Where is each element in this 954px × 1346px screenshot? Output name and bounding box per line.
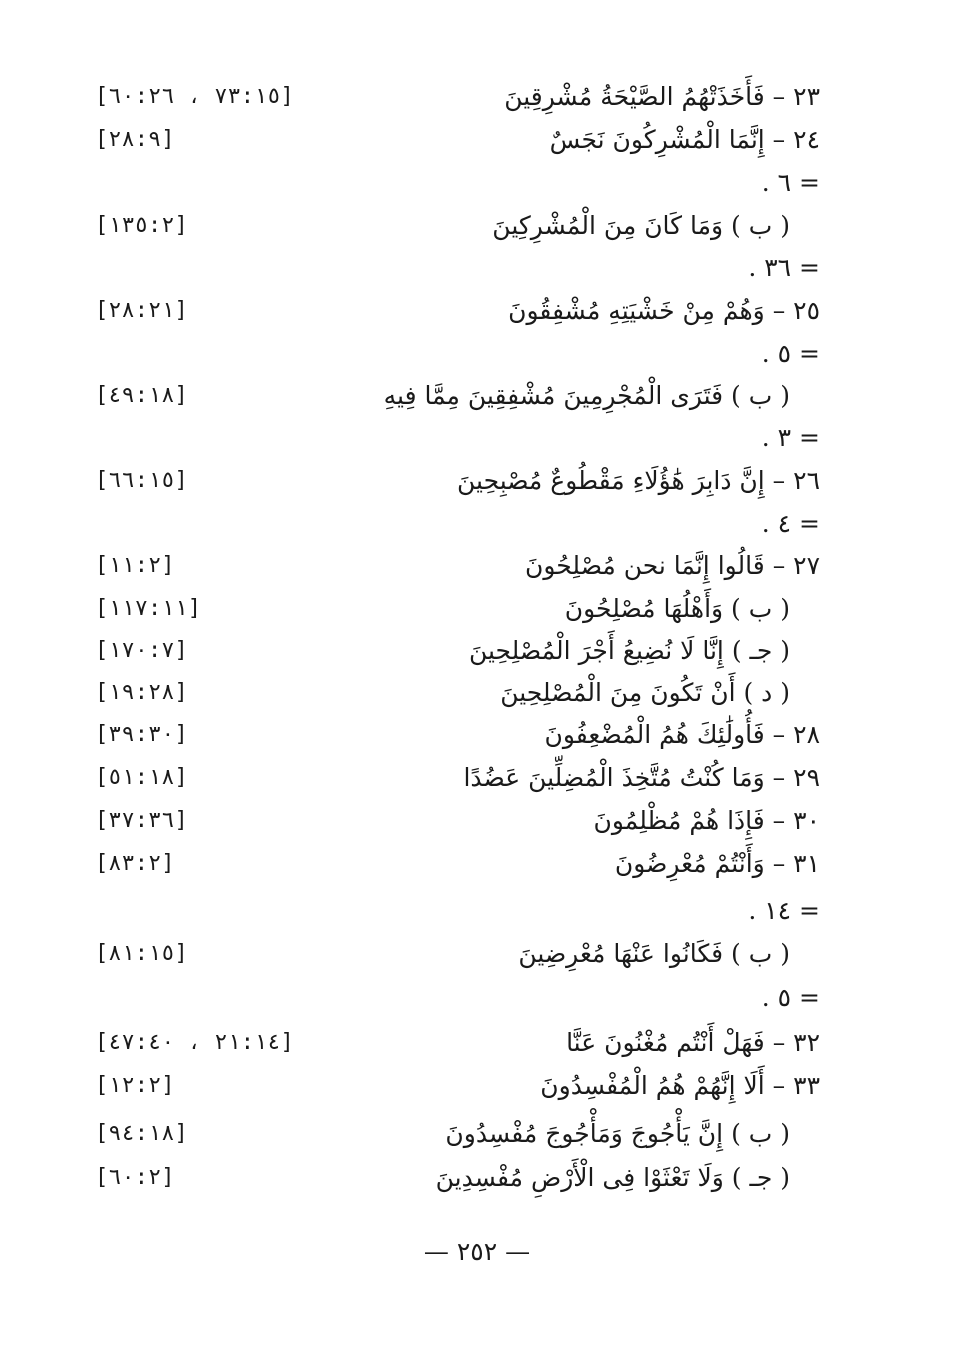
entry-line xyxy=(95,630,820,672)
entry-text: ٣٢ – فَهَلْ أَنْتُم مُغْنُونَ عَنَّا xyxy=(566,1028,820,1057)
entry-line xyxy=(95,375,820,417)
count-text: = ٣ . xyxy=(761,423,820,452)
verse-reference: [١٢:٢] xyxy=(95,1073,175,1098)
verse-reference: [١١٧:١١] xyxy=(95,596,201,621)
entry-text: ٢٥ – وَهُمْ مِنْ خَشْيَتِهِ مُشْفِقُونَ xyxy=(508,296,820,325)
count-text: = ٥ . xyxy=(761,339,820,368)
verse-reference: [٢٨:٩] xyxy=(95,127,175,152)
count-line xyxy=(95,977,820,1019)
entry-line xyxy=(95,1065,820,1107)
entry-line xyxy=(95,545,820,587)
verse-reference: [١١:٢] xyxy=(95,553,175,578)
entry-line xyxy=(95,1113,820,1155)
entry-line xyxy=(95,843,820,885)
verse-reference: [٧٣:١٥ ، ٦٠:٢٦] xyxy=(95,84,294,109)
count-text: = ٥ . xyxy=(761,983,820,1012)
entry-text: ٢٤ – إِنَّمَا الْمُشْرِكُونَ نَجَسٌ xyxy=(549,125,820,154)
count-line xyxy=(95,247,820,289)
entry-text: ( ب ) فَكَانُوا عَنْهَا مُعْرِضِينَ xyxy=(518,939,790,968)
entry-text: ( ب ) وَأَهْلُهَا مُصْلِحُونَ xyxy=(564,594,790,623)
entry-text: ٣١ – وَأَنْتُمْ مُعْرِضُونَ xyxy=(614,849,820,878)
entry-line xyxy=(95,933,820,975)
entry-text: ٢٧ – قَالُوا إِنَّمَا نحن مُصْلِحُونَ xyxy=(525,551,820,580)
verse-reference: [٢٨:٢١] xyxy=(95,298,188,323)
verse-reference: [٤٩:١٨] xyxy=(95,383,188,408)
page-number: — ٢٥٢ — xyxy=(423,1237,531,1266)
verse-reference: [٨١:١٥] xyxy=(95,941,188,966)
entry-line xyxy=(95,460,820,502)
entry-line xyxy=(95,588,820,630)
entry-text: ٢٦ – إِنَّ دَابِرَ هَٰؤُلَاءِ مَقْطُوعٌ مُصْبِحِينَ xyxy=(457,466,820,495)
entry-line xyxy=(95,290,820,332)
entry-line xyxy=(95,119,820,161)
count-line xyxy=(95,162,820,204)
count-line xyxy=(95,890,820,932)
count-text: = ٦ . xyxy=(761,168,820,197)
verse-reference: [٣٩:٣٠] xyxy=(95,722,188,747)
entry-text: ( ب ) فَتَرَى الْمُجْرِمِينَ مُشْفِقِينَ مِمَّا فِيهِ xyxy=(383,381,790,410)
entry-line xyxy=(95,800,820,842)
verse-reference: [٩٤:١٨] xyxy=(95,1121,188,1146)
entry-line xyxy=(95,757,820,799)
entry-text: ٢٨ – فَأُولَٰئِكَ هُمُ الْمُضْعِفُونَ xyxy=(544,720,820,749)
entry-text: ( ب ) إِنَّ يَأْجُوجَ وَمَأْجُوجَ مُفْسِدُونَ xyxy=(445,1119,790,1148)
entry-text: ( جـ ) إِنَّا لَا نُضِيعُ أَجْرَ الْمُصْلِحِينَ xyxy=(468,636,790,665)
verse-reference: [١٣٥:٢] xyxy=(95,213,188,238)
verse-reference: [٦٠:٢] xyxy=(95,1165,175,1190)
entry-text: ( ب ) وَمَا كَانَ مِنَ الْمُشْرِكِينَ xyxy=(492,211,790,240)
entry-text: ٢٩ – وَمَا كُنْتُ مُتَّخِذَ الْمُضِلِّينَ عَضُدًا xyxy=(463,763,820,792)
entry-text: ٣٣ – أَلَا إِنَّهُمْ هُمُ الْمُفْسِدُونَ xyxy=(540,1071,820,1100)
verse-reference: [٣٧:٣٦] xyxy=(95,808,188,833)
entry-line xyxy=(95,672,820,714)
verse-reference: [١٩:٢٨] xyxy=(95,680,188,705)
entry-text: ٢٣ – فَأَخَذَتْهُمُ الصَّيْحَةُ مُشْرِقِينَ xyxy=(504,82,820,111)
verse-reference: [٨٣:٢] xyxy=(95,851,175,876)
entry-text: ( د ) أَنْ تَكُونَ مِنَ الْمُصْلِحِينَ xyxy=(500,678,790,707)
verse-reference: [٦٦:١٥] xyxy=(95,468,188,493)
entry-text: ( جـ ) وَلَا تَعْثَوْا فِى الْأَرْضِ مُفْسِدِينَ xyxy=(435,1163,790,1192)
entry-line xyxy=(95,1157,820,1199)
entry-line xyxy=(95,205,820,247)
count-line xyxy=(95,417,820,459)
entry-line xyxy=(95,76,820,118)
verse-reference: [١٧٠:٧] xyxy=(95,638,188,663)
verse-reference: [٢١:١٤ ، ٤٧:٤٠] xyxy=(95,1030,294,1055)
count-line xyxy=(95,333,820,375)
count-text: = ٤ . xyxy=(761,509,820,538)
count-text: = ١٤ . xyxy=(748,896,820,925)
count-text: = ٣٦ . xyxy=(748,253,820,282)
verse-reference: [٥١:١٨] xyxy=(95,765,188,790)
count-line xyxy=(95,503,820,545)
entry-line xyxy=(95,714,820,756)
entry-line xyxy=(95,1022,820,1064)
entry-text: ٣٠ – فَإِذَا هُمْ مُظْلِمُونَ xyxy=(593,806,820,835)
